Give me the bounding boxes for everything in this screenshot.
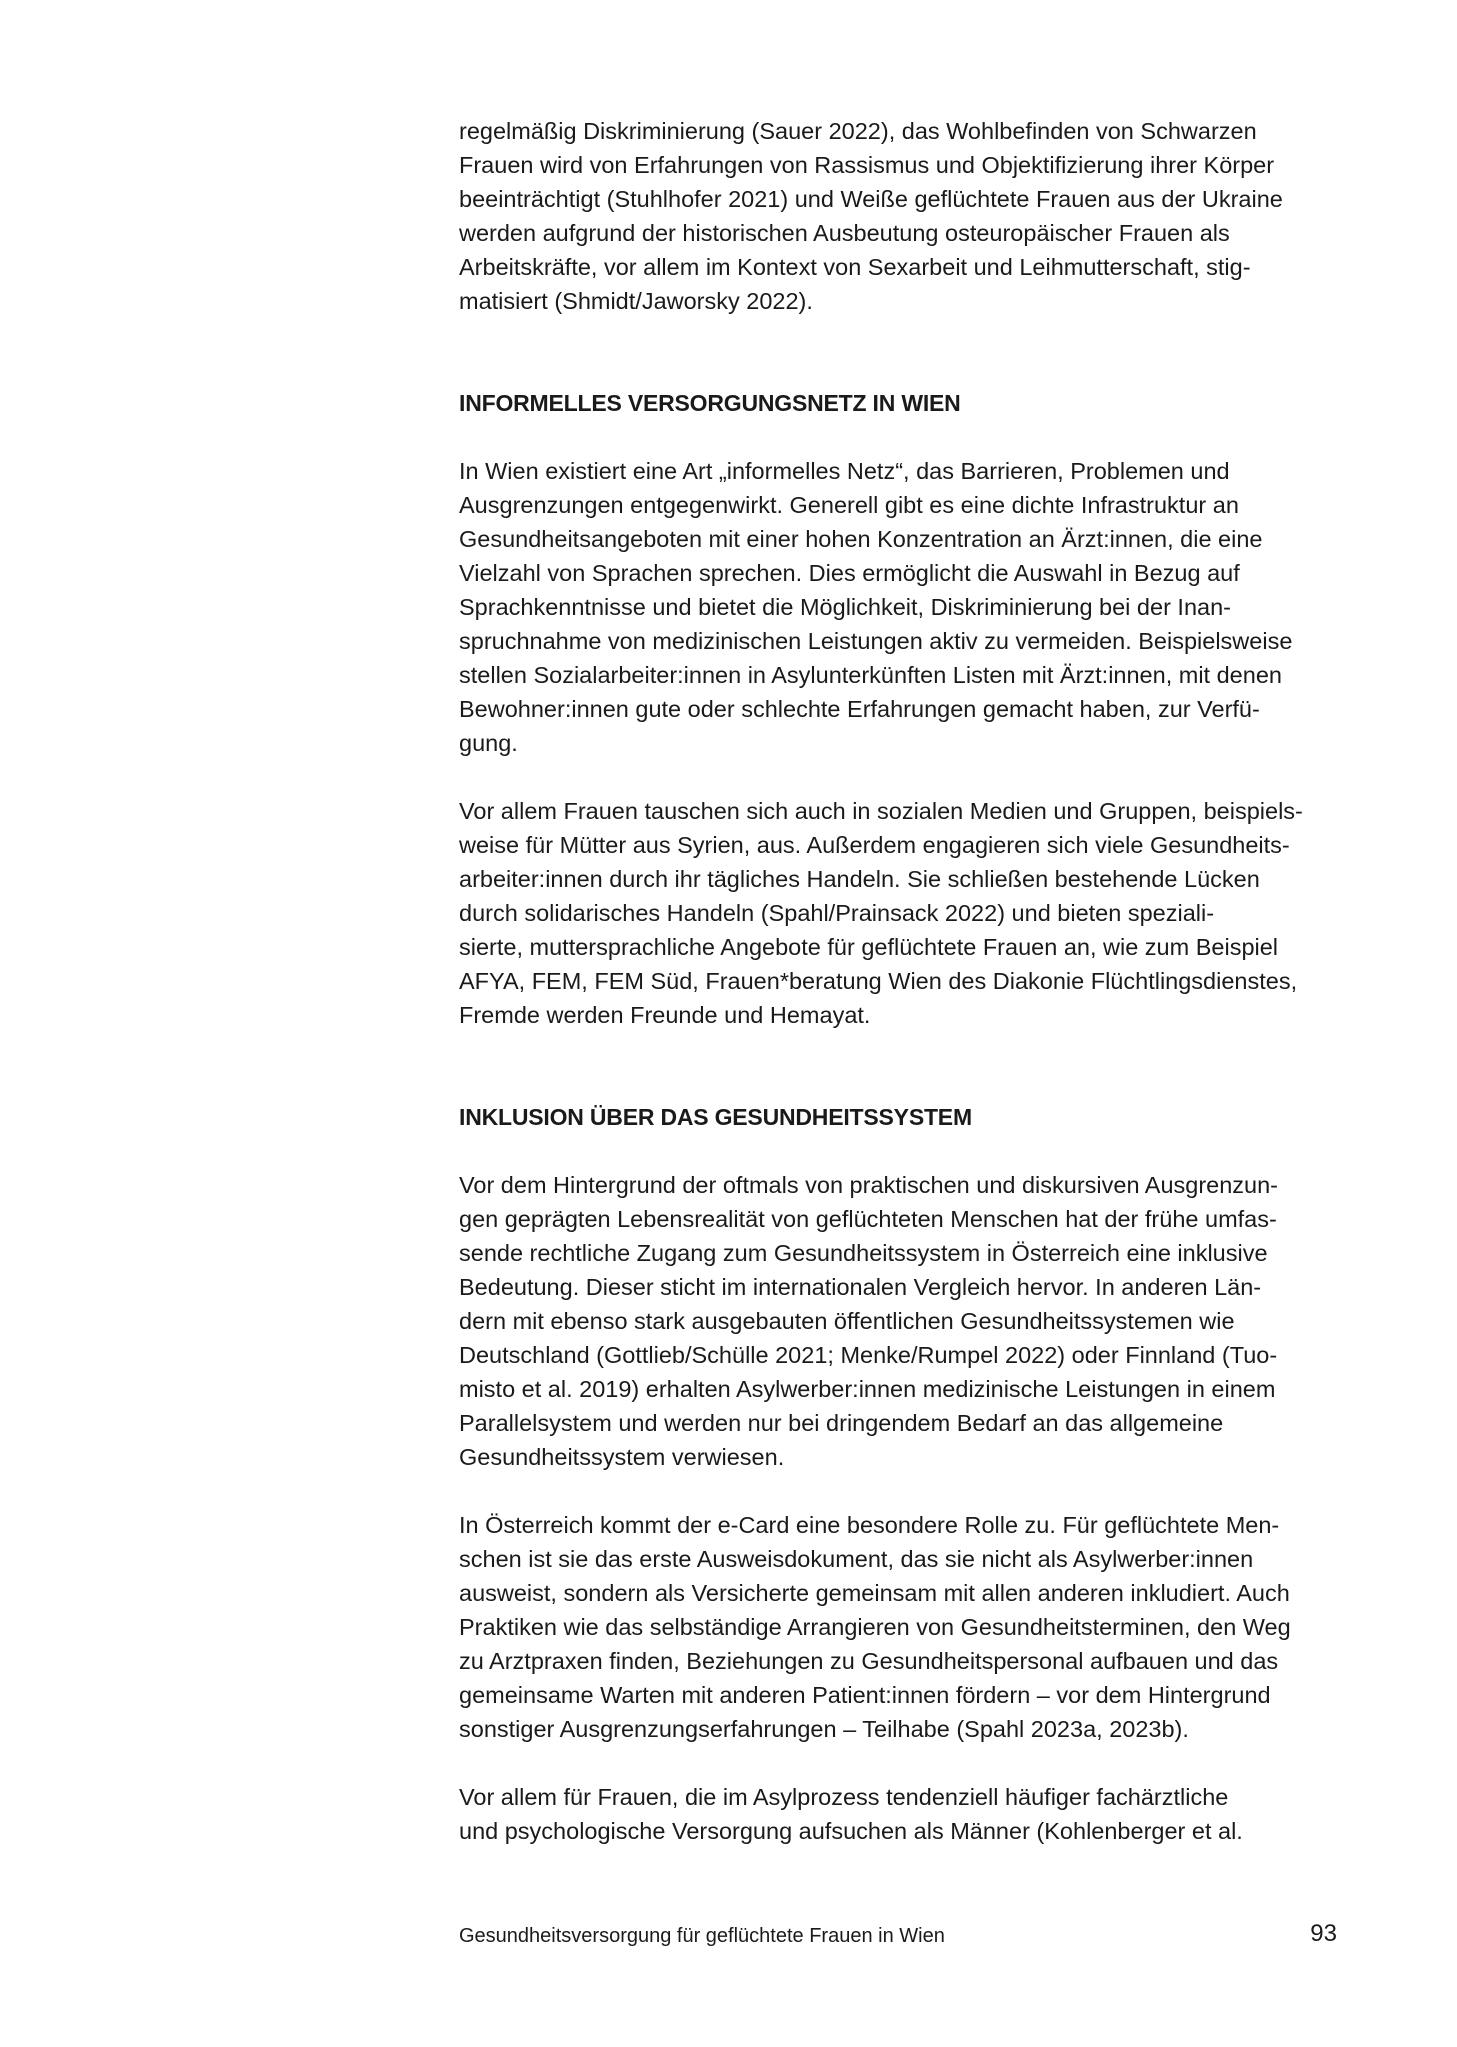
section2-paragraph-3: Vor allem für Frauen, die im Asylprozess tendenziell häufiger fachärztliche und psychologische Versorgung aufsuchen als Männer (Kohlenberger et al. <box>459 1784 1243 1844</box>
paragraph-spacer <box>459 420 1339 454</box>
section1-paragraph-1: In Wien existiert eine Art „informelles Netz“, das Barrieren, Problemen und Ausgrenzungen entgegenwirkt. Generell gibt es eine dichte Infrastruktur an Gesundheitsangeboten mit einer hohen Konzentration an Ärzt:innen, die eine Vielzahl von Sprachen sprechen. Dies ermöglicht die Auswahl in Bezug auf Sprachkenntnisse und bietet die Möglichkeit, Diskriminierung bei der Inan- spruchnahme von medizinischen Leistungen aktiv zu vermeiden. Beispielsweise stellen Sozialarbeiter:innen in Asylunterkünften Listen mit Ärzt:innen, mit denen Bewohner:innen gute oder schlechte Erfahrungen gemacht haben, zur Verfü- gung. <box>459 458 1293 756</box>
section1-paragraph-2: Vor allem Frauen tauschen sich auch in sozialen Medien und Gruppen, beispiels- weise für Mütter aus Syrien, aus. Außerdem engagieren sich viele Gesundheits- arbeiter:innen durch ihr tägliches Handeln. Sie schließen bestehende Lücken durch solidarisches Handeln (Spahl/Prainsack 2022) und bieten speziali- sierte, muttersprachliche Angebote für geflüchtete Frauen an, wie zum Beispiel AFYA, FEM, FEM Süd, Frauen*beratung Wien des Diakonie Flüchtlingsdienstes, Fremde werden Freunde und Hemayat. <box>459 798 1303 1028</box>
paragraph-spacer <box>459 760 1339 794</box>
section-spacer <box>459 1032 1339 1100</box>
paragraph-spacer <box>459 1746 1339 1780</box>
section2-paragraph-1: Vor dem Hintergrund der oftmals von praktischen und diskursiven Ausgrenzun- gen geprägten Lebensrealität von geflüchteten Menschen hat der frühe umfas- sende rechtliche Zugang zum Gesundheitssystem in Österreich eine inklusive Bedeutung. Dieser sticht im internationalen Vergleich hervor. In anderen Län- dern mit ebenso stark ausgebauten öffentlichen Gesundheitssystemen wie Deutschland (Gottlieb/Schülle 2021; Menke/Rumpel 2022) oder Finnland (Tuo- misto et al. 2019) erhalten Asylwerber:innen medizinische Leistungen in einem Parallelsystem und werden nur bei dringendem Bedarf an das allgemeine Gesundheitssystem verwiesen. <box>459 1172 1279 1470</box>
section-heading-inklusion: INKLUSION ÜBER DAS GESUNDHEITSSYSTEM <box>459 1104 972 1130</box>
intro-paragraph: regelmäßig Diskriminierung (Sauer 2022), das Wohlbefinden von Schwarzen Frauen wird von Erfahrungen von Rassismus und Objektifizierung ihrer Körper beeinträchtigt (Stuhlhofer 2021) und Weiße geflüchtete Frauen aus der Ukraine werden aufgrund der historischen Ausbeutung osteuropäischer Frauen als Arbeitskräfte, vor allem im Kontext von Sexarbeit und Leihmutterschaft, stig- matisiert (Shmidt/Jaworsky 2022). <box>459 118 1283 314</box>
section-spacer <box>459 318 1339 386</box>
section-heading-informelles-versorgungsnetz: INFORMELLES VERSORGUNGSNETZ IN WIEN <box>459 390 961 416</box>
section2-paragraph-2: In Österreich kommt der e-Card eine besondere Rolle zu. Für geflüchtete Men- schen ist sie das erste Ausweisdokument, das sie nicht als Asylwerber:innen ausweist, sondern als Versicherte gemeinsam mit allen anderen inkludiert. Auch Praktiken wie das selbständige Arrangieren von Gesundheitsterminen, den Weg zu Arztpraxen finden, Beziehungen zu Gesundheitspersonal aufbauen und das gemeinsame Warten mit anderen Patient:innen fördern – vor dem Hintergrund sonstiger Ausgrenzungserfahrungen – Teilhabe (Spahl 2023a, 2023b). <box>459 1512 1291 1742</box>
text-column <box>459 114 1339 1848</box>
page-number: 93 <box>1310 1920 1337 1947</box>
paragraph-spacer <box>459 1134 1339 1168</box>
footer-running-title: Gesundheitsversorgung für geflüchtete Frauen in Wien <box>459 1925 945 1947</box>
paragraph-spacer <box>459 1474 1339 1508</box>
